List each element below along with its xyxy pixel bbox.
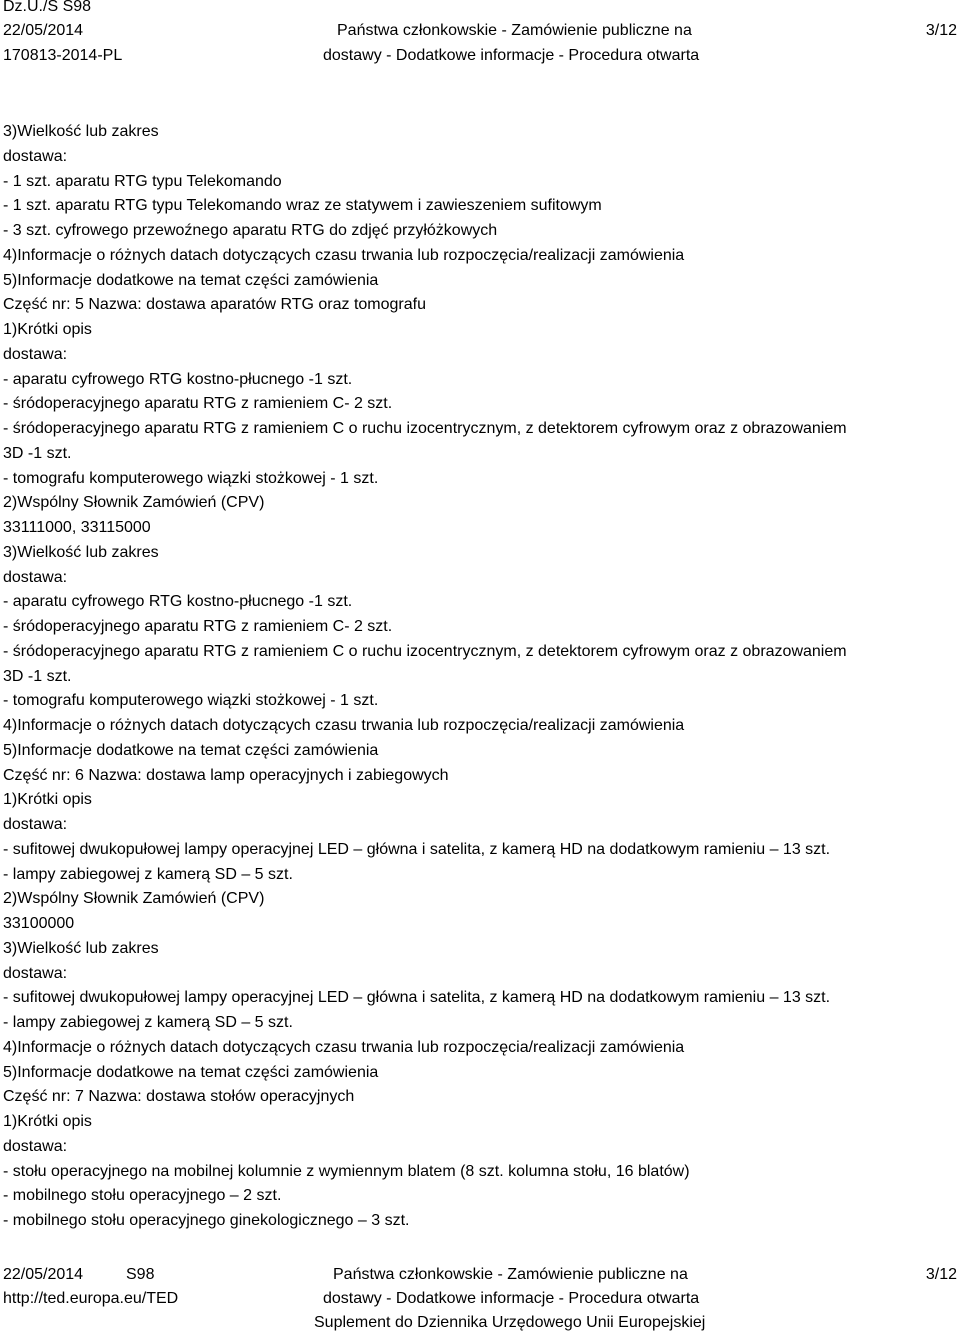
body-line: - tomografu komputerowego wiązki stożkowej - 1 szt.	[3, 469, 379, 487]
footer-date: 22/05/2014	[3, 1266, 84, 1283]
body-line: dostawa:	[3, 816, 68, 833]
footer-title-line1: Państwa członkowskie - Zamówienie publiczne na	[333, 1266, 688, 1283]
footer-supplement: Suplement do Dziennika Urzędowego Unii Europejskiej	[314, 1314, 706, 1331]
footer-title-line2: dostawy - Dodatkowe informacje - Procedura otwarta	[323, 1290, 700, 1307]
body-line: 1)Krótki opis	[3, 1113, 92, 1130]
body-line: - śródoperacyjnego aparatu RTG z ramieniem C o ruchu izocentrycznym, z detektorem cyfrowym oraz z obrazowaniem	[3, 420, 847, 437]
body-line: - tomografu komputerowego wiązki stożkowej - 1 szt.	[3, 692, 379, 710]
body-line: - lampy zabiegowej z kamerą SD – 5 szt.	[3, 1014, 293, 1031]
body-line: Część nr: 7 Nazwa: dostawa stołów operacyjnych	[3, 1088, 355, 1106]
body-line: - 1 szt. aparatu RTG typu Telekomando	[3, 172, 282, 190]
body-line: 3)Wielkość lub zakres	[3, 939, 159, 957]
body-line: - stołu operacyjnego na mobilnej kolumnie z wymiennym blatem (8 szt. kolumna stołu, 16 blatów)	[3, 1162, 690, 1180]
body-line: 5)Informacje dodatkowe na temat części zamówienia	[3, 741, 379, 759]
body-line: - aparatu cyfrowego RTG kostno-płucnego -1 szt.	[3, 370, 353, 388]
body-line: - 3 szt. cyfrowego przewoźnego aparatu RTG do zdjęć przyłóżkowych	[3, 222, 498, 239]
header-doc-id: 170813-2014-PL	[3, 47, 123, 64]
body-line: - lampy zabiegowej z kamerą SD – 5 szt.	[3, 865, 293, 883]
body-line: dostawa:	[3, 1137, 68, 1155]
header-date: 22/05/2014	[3, 22, 84, 39]
footer-page-number: 3/12	[925, 1266, 957, 1283]
body-line: - mobilnego stołu operacyjnego ginekologicznego – 3 szt.	[3, 1212, 410, 1229]
body-line: - sufitowej dwukopułowej lampy operacyjnej LED – główna i satelita, z kamerą HD na dodatkowym ramieniu – 13 szt.	[3, 840, 831, 858]
footer-url[interactable]: http://ted.europa.eu/TED	[3, 1290, 179, 1307]
body-line: 33111000, 33115000	[3, 519, 151, 536]
body-line: 1)Krótki opis	[3, 791, 92, 809]
body-line: - śródoperacyjnego aparatu RTG z ramieniem C o ruchu izocentrycznym, z detektorem cyfrowym oraz z obrazowaniem	[3, 642, 847, 660]
header-journal: Dz.U./S S98	[3, 0, 92, 15]
body-line: 1)Krótki opis	[3, 321, 92, 338]
body-line: Część nr: 5 Nazwa: dostawa aparatów RTG oraz tomografu	[3, 296, 426, 314]
body-line: 4)Informacje o różnych datach dotyczących czasu trwania lub rozpoczęcia/realizacji zamówienia	[3, 246, 685, 264]
body-line: 2)Wspólny Słownik Zamówień (CPV)	[3, 494, 265, 512]
body-line: 5)Informacje dodatkowe na temat części zamówienia	[3, 1063, 379, 1081]
document-body	[3, 120, 953, 1234]
body-line: 33100000	[3, 915, 75, 932]
body-line: 4)Informacje o różnych datach dotyczących czasu trwania lub rozpoczęcia/realizacji zamówienia	[3, 717, 685, 734]
body-line: dostawa:	[3, 147, 68, 165]
header-page-number: 3/12	[925, 22, 957, 39]
header-title-line1: Państwa członkowskie - Zamówienie publiczne na	[337, 22, 692, 39]
header-title-line2: dostawy - Dodatkowe informacje - Procedura otwarta	[323, 47, 700, 64]
body-line: dostawa:	[3, 345, 68, 363]
body-line: - aparatu cyfrowego RTG kostno-płucnego -1 szt.	[3, 593, 353, 611]
body-line: 3D -1 szt.	[3, 444, 72, 462]
body-line: - 1 szt. aparatu RTG typu Telekomando wraz ze statywem i zawieszeniem sufitowym	[3, 197, 602, 215]
body-line: - mobilnego stołu operacyjnego – 2 szt.	[3, 1187, 282, 1205]
body-line: 5)Informacje dodatkowe na temat części zamówienia	[3, 271, 379, 289]
body-line: 4)Informacje o różnych datach dotyczących czasu trwania lub rozpoczęcia/realizacji zamówienia	[3, 1038, 685, 1056]
body-line: - sufitowej dwukopułowej lampy operacyjnej LED – główna i satelita, z kamerą HD na dodatkowym ramieniu – 13 szt.	[3, 989, 831, 1007]
body-line: 3D -1 szt.	[3, 667, 72, 685]
body-line: dostawa:	[3, 964, 68, 982]
body-line: - śródoperacyjnego aparatu RTG z ramieniem C- 2 szt.	[3, 395, 393, 413]
body-line: 3)Wielkość lub zakres	[3, 543, 159, 561]
footer-series: S98	[126, 1266, 155, 1283]
body-line: 3)Wielkość lub zakres	[3, 123, 159, 140]
body-line: 2)Wspólny Słownik Zamówień (CPV)	[3, 890, 265, 908]
body-line: dostawa:	[3, 568, 68, 586]
body-line: Część nr: 6 Nazwa: dostawa lamp operacyjnych i zabiegowych	[3, 766, 449, 784]
body-line: - śródoperacyjnego aparatu RTG z ramieniem C- 2 szt.	[3, 618, 393, 635]
